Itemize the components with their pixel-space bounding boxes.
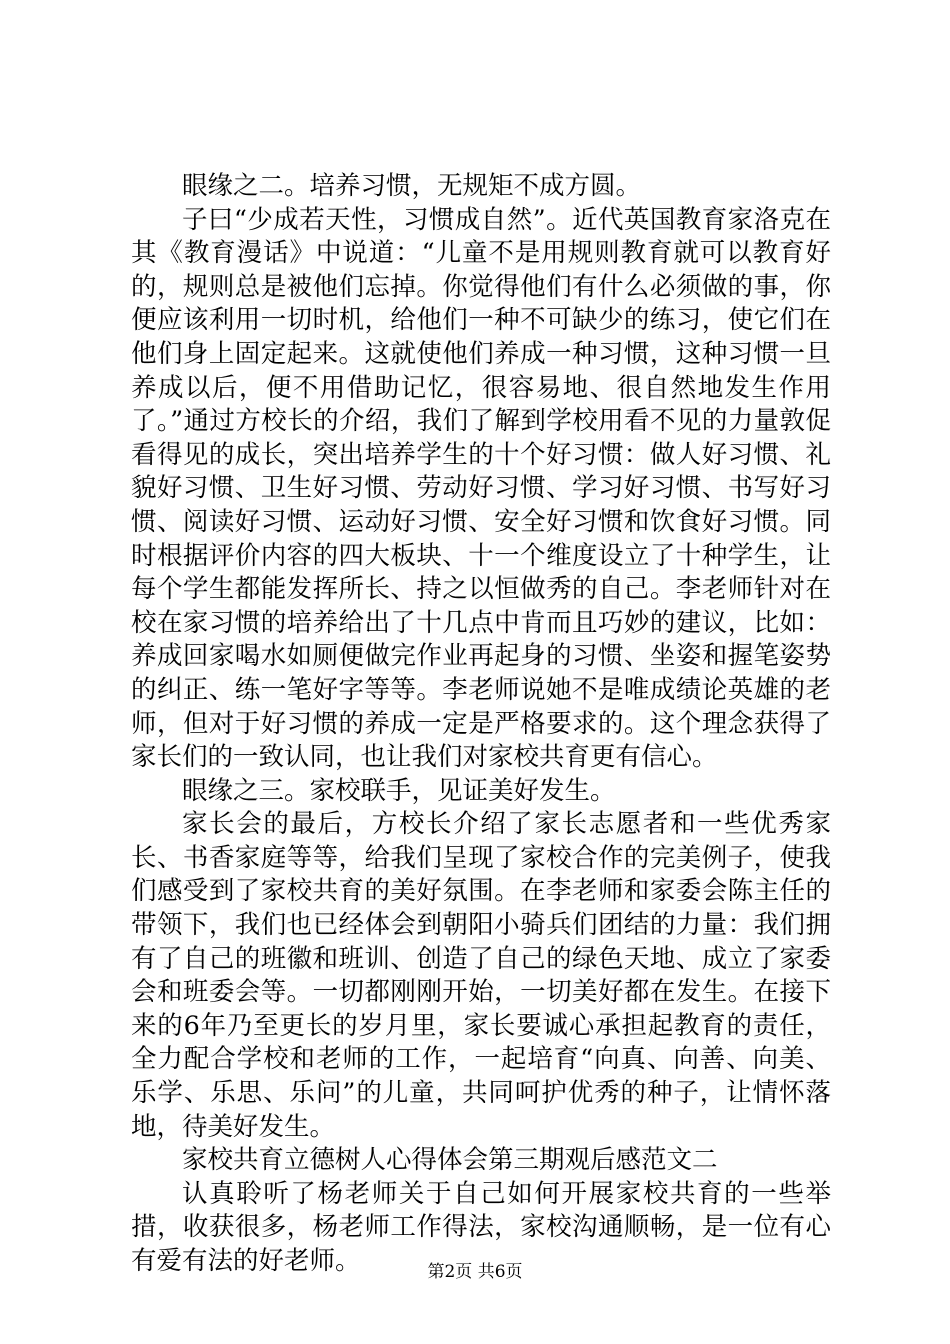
section-heading-2: 眼缘之二。培养习惯，无规矩不成方圆。 <box>182 171 642 201</box>
essay-title: 家校共育立德树人心得体会第三期观后感范文二 <box>182 1145 718 1176</box>
page-number: 第2页 共6页 <box>427 1262 523 1282</box>
body-paragraph: 认真聆听了杨老师关于自己如何开展家校共育的一些举措，收获很多，杨老师工作得法，家校沟通顺畅，是一位有心有爱有法的好老师。 <box>131 1178 831 1276</box>
section-heading-3: 眼缘之三。家校联手，见证美好发生。 <box>182 775 616 806</box>
body-paragraph: 子曰“少成若天性，习惯成自然”。近代英国教育家洛克在其《教育漫话》中说道：“儿童不是用规则教育就可以教育好的，规则总是被他们忘掉。你觉得他们有什么必须做的事，你便应该利用一切时机，给他们一种不可缺少的练习，使它们在他们身上固定起来。这就使他们养成一种习惯，这种习惯一旦养成以后，便不用借助记忆，很容易地、很自然地发生作用了。”通过方校长的介绍，我们了解到学校用看不见的力量敦促看得见的成长，突出培养学生的十个好习惯：做人好习惯、礼貌好习惯、卫生好习惯、劳动好习惯、学习好习惯、书写好习惯、阅读好习惯、运动好习惯、安全好习惯和饮食好习惯。同时根据评价内容的四大板块、十一个维度设立了十种学生，让每个学生都能发挥所长、持之以恒做秀的自己。李老师针对在校在家习惯的培养给出了十几点中肯而且巧妙的建议，比如：养成回家喝水如厕便做完作业再起身的习惯、坐姿和握笔姿势的纠正、练一笔好字等等。李老师说她不是唯成绩论英雄的老师，但对于好习惯的养成一定是严格要求的。这个理念获得了家长们的一致认同，也让我们对家校共育更有信心。 <box>131 204 831 773</box>
document-body <box>131 170 831 1279</box>
body-paragraph: 家长会的最后，方校长介绍了家长志愿者和一些优秀家长、书香家庭等等，给我们呈现了家校合作的完美例子，使我们感受到了家校共育的美好氛围。在李老师和家委会陈主任的带领下，我们也已经体会到朝阳小骑兵们团结的力量：我们拥有了自己的班徽和班训、创造了自己的绿色天地、成立了家委会和班委会等。一切都刚刚开始，一切美好都在发生。在接下来的6年乃至更长的岁月里，家长要诚心承担起教育的责任，全力配合学校和老师的工作，一起培育“向真、向善、向美、乐学、乐思、乐问”的儿童，共同呵护优秀的种子，让情怀落地，待美好发生。 <box>131 809 831 1142</box>
